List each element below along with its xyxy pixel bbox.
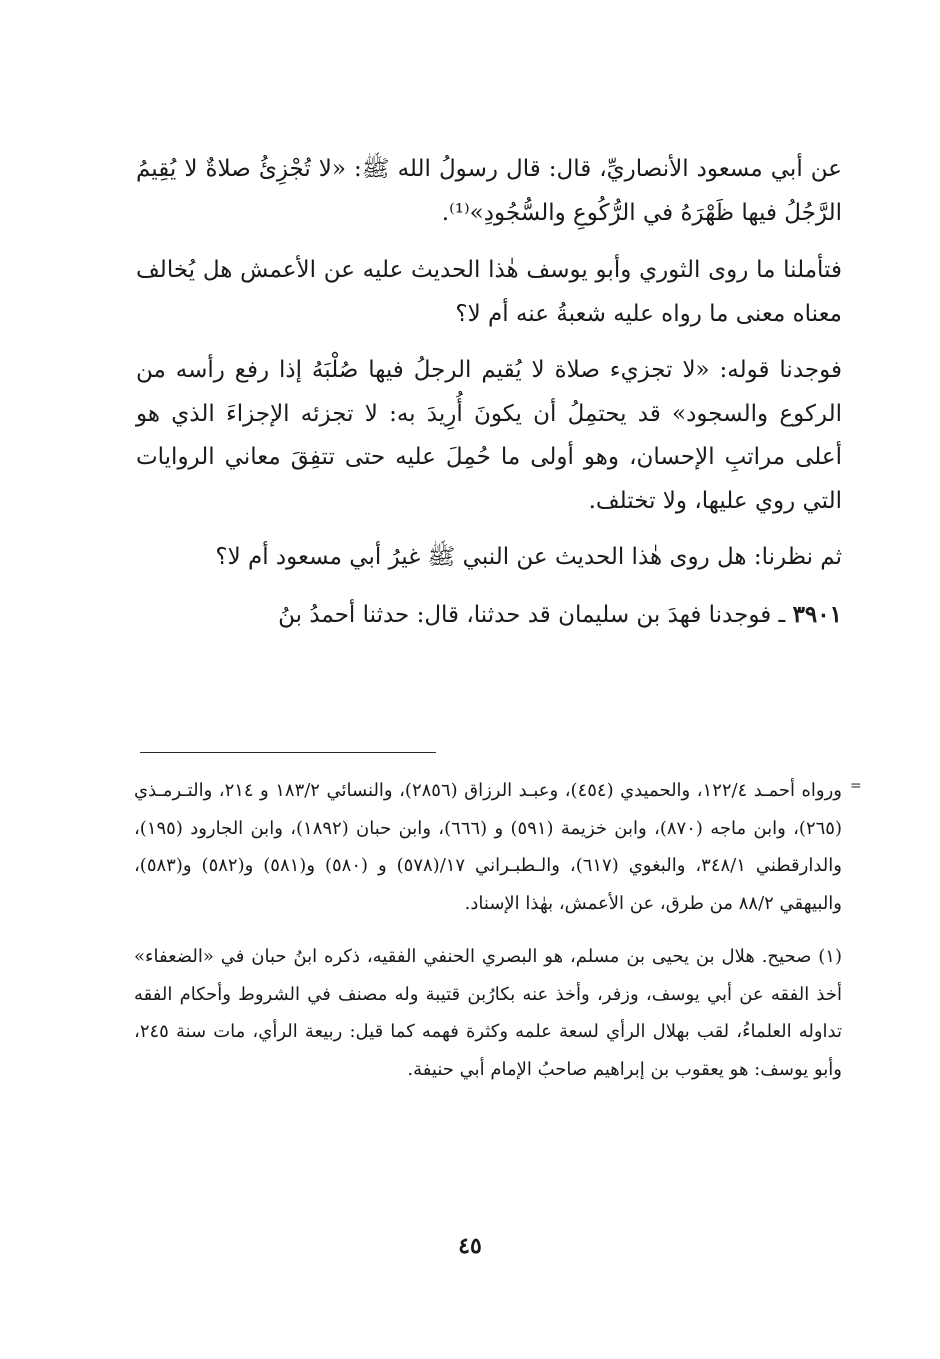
footnote-continuation-mark: = <box>850 778 862 794</box>
paragraph-hadith-3901 <box>136 593 842 638</box>
paragraph-comparison: فتأملنا ما روى الثوري وأبو يوسف هٰذا الحديث عليه عن الأعمش هل يُخالف معناه معنى ما رواه عليه شعبةُ عنه أم لا؟ <box>136 257 842 327</box>
footnotes <box>134 772 842 1104</box>
page-number: ٤٥ <box>458 1233 482 1259</box>
paragraph-interpretation: فوجدنا قوله: «لا تجزيء صلاة لا يُقيم الرجلُ فيها صُلْبَهُ إذا رفع رأسه من الركوع والسجود» قد يحتمِلُ أن يكونَ أُرِيدَ به: لا تجزئه الإجزاءَ الذي هو أعلى مراتبِ الإحسان، وهو أولى ما حُمِلَ عليه حتى تتفِقَ معاني الروايات التي روي عليها، ولا تختلف. <box>136 357 842 514</box>
main-text <box>136 148 842 650</box>
footnote-separator <box>140 752 436 753</box>
paragraph-question: ثم نظرنا: هل روى هٰذا الحديث عن النبي ﷺ غيرُ أبي مسعود أم لا؟ <box>215 544 842 570</box>
footnote-continued: ورواه أحمـد ١٢٢/٤، والحميدي (٤٥٤)، وعبـد الرزاق (٢٨٥٦)، والنسائي ١٨٣/٢ و ٢١٤، والتـرمـذي (٢٦٥)، وابن ماجه (٨٧٠)، وابن خزيمة (٥٩١) و (٦٦٦)، وابن حبان (١٨٩٢)، وابن الجارود (١٩٥)، والدارقطني ٣٤٨/١، والبغوي (٦١٧)، والـطبـراني ١٧/(٥٧٨) و (٥٨٠) و(٥٨١) و(٥٨٢) و(٥٨٣)، والبيهقي ٨٨/٢ من طرق، عن الأعمش، بهٰذا الإسناد. <box>134 780 843 914</box>
paragraph-hadith-text: عن أبي مسعود الأنصاريِّ، قال: قال رسولُ الله ﷺ: «لا تُجْزِئُ صلاةٌ لا يُقِيمُ الرَّجُلُ فيها ظَهْرَهُ في الرُّكُوعِ والسُّجُودِ»⁽¹⁾. <box>136 156 842 226</box>
hadith-3901-text: ـ فوجدنا فهدَ بن سليمان قد حدثنا، قال: حدثنا أحمدُ بنُ <box>278 601 793 628</box>
hadith-number: ٣٩٠١ <box>792 600 842 628</box>
footnote-1: (١) صحيح. هلال بن يحيى بن مسلم، هو البصري الحنفي الفقيه، ذكره ابنُ حبان في «الضعفاء» أخذ الفقه عن أبي يوسف، وزفر، وأخذ عنه بكارُبن قتيبة وله مصنف في الشروط وأحكام الفقه تداوله العلماءُ، لقب بهلال الرأي لسعة علمه وكثرة فهمه كما قيل: ربيعة الرأي، مات سنة ٢٤٥، وأبو يوسف: هو يعقوب بن إبراهيم صاحبُ الإمام أبي حنيفة. <box>134 946 843 1080</box>
